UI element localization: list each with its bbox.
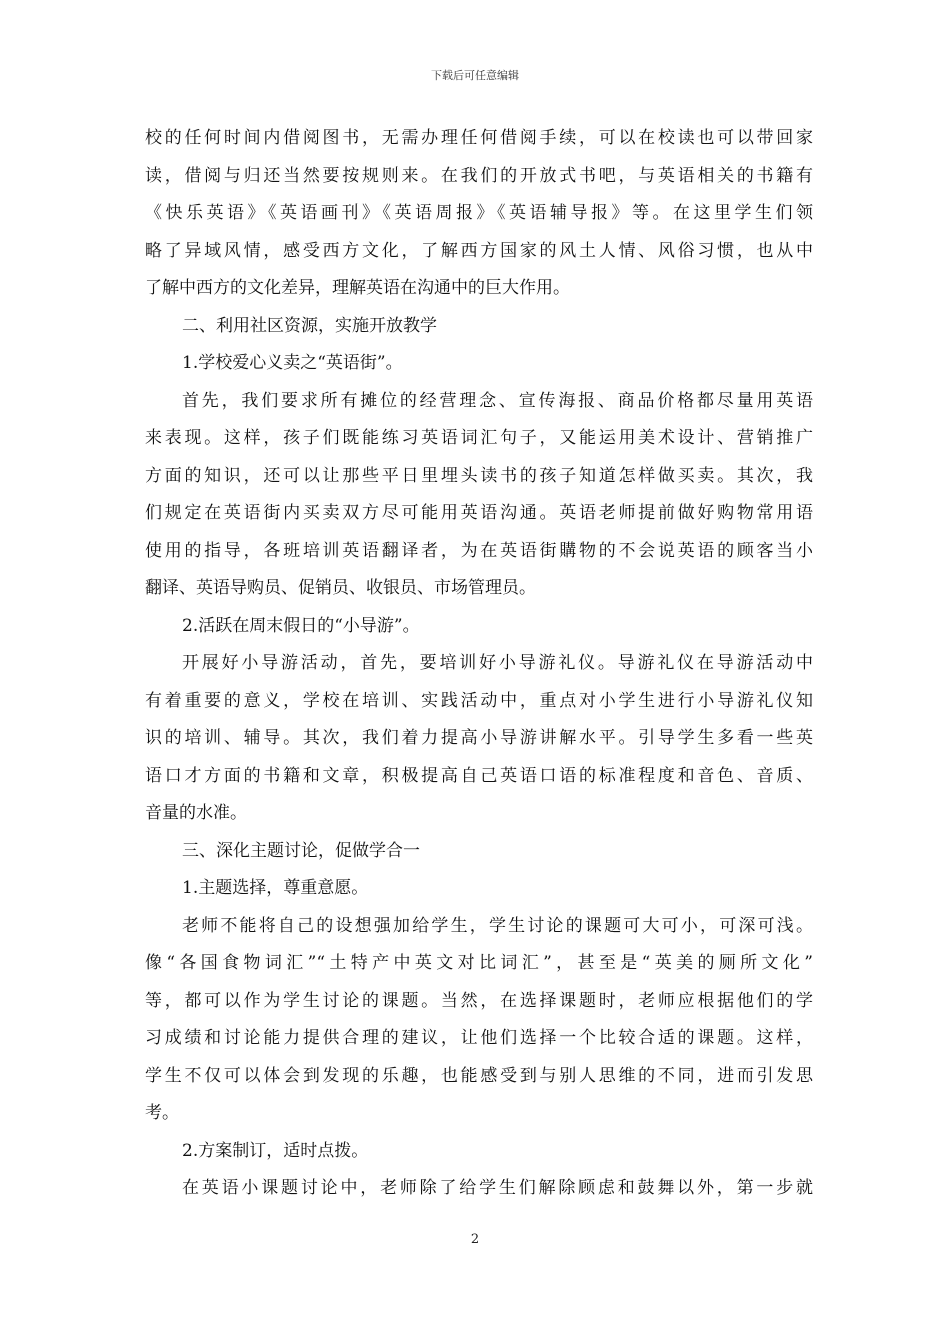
- text-line: 翻译、英语导购员、促销员、收银员、市场管理员。: [145, 578, 536, 598]
- subsection-heading: 2.活跃在周末假日的“小导游”。: [182, 615, 420, 636]
- text-line: 校的任何时间内借阅图书，无需办理任何借阅手续，可以在校读也可以带回家: [145, 128, 813, 148]
- text-line: 像“各国食物词汇”“土特产中英文对比词汇”，甚至是“英美的厕所文化”: [145, 953, 813, 973]
- text-line: 读，借阅与归还当然要按规则来。在我们的开放式书吧，与英语相关的书籍有: [145, 165, 813, 186]
- text-line: 语口才方面的书籍和文章，积极提高自己英语口语的标准程度和音色、音质、: [145, 765, 813, 786]
- subsection-heading: 1.学校爱心义卖之“英语街”。: [182, 353, 403, 373]
- page-number: 2: [470, 1232, 480, 1247]
- text-line: 老师不能将自己的设想强加给学生，学生讨论的课题可大可小，可深可浅。: [182, 915, 813, 936]
- page-header: 下载后可任意编辑: [431, 69, 519, 82]
- text-line: 略了异域风情，感受西方文化，了解西方国家的风土人情、风俗习惯，也从中: [145, 240, 813, 261]
- section-heading: 二、利用社区资源，实施开放教学: [182, 315, 437, 336]
- text-line: 等，都可以作为学生讨论的课题。当然，在选择课题时，老师应根据他们的学: [145, 990, 813, 1011]
- text-line: 在英语小课题讨论中，老师除了给学生们解除顾虑和鼓舞以外，第一步就: [182, 1178, 813, 1198]
- text-line: 《快乐英语》《英语画刊》《英语周报》《英语辅导报》等。在这里学生们领: [145, 203, 813, 223]
- text-line: 考。: [145, 1103, 179, 1123]
- text-line: 学生不仅可以体会到发现的乐趣，也能感受到与别人思维的不同，进而引发思: [145, 1065, 813, 1086]
- text-line: 们规定在英语街内买卖双方尽可能用英语沟通。英语老师提前做好购物常用语: [145, 503, 813, 523]
- text-line: 开展好小导游活动，首先，要培训好小导游礼仪。导游礼仪在导游活动中: [182, 653, 813, 673]
- text-line: 有着重要的意义，学校在培训、实践活动中，重点对小学生进行小导游礼仪知: [145, 690, 813, 711]
- subsection-heading: 1.主题选择，尊重意愿。: [182, 878, 369, 898]
- text-line: 来表现。这样，孩子们既能练习英语词汇句子，又能运用美术设计、营销推广: [145, 428, 813, 448]
- text-line: 了解中西方的文化差异，理解英语在沟通中的巨大作用。: [145, 278, 570, 298]
- subsection-heading: 2.方案制订，适时点拨。: [182, 1140, 369, 1161]
- text-line: 习成绩和讨论能力提供合理的建议，让他们选择一个比较合适的课题。这样，: [145, 1028, 813, 1048]
- document-body: [145, 120, 813, 1208]
- text-line: 方面的知识，还可以让那些平日里埋头读书的孩子知道怎样做买卖。其次，我: [145, 465, 813, 486]
- text-line: 识的培训、辅导。其次，我们着力提高小导游讲解水平。引导学生多看一些英: [145, 728, 813, 748]
- section-heading: 三、深化主题讨论，促做学合一: [182, 840, 420, 861]
- text-line: 首先，我们要求所有摊位的经营理念、宣传海报、商品价格都尽量用英语: [182, 390, 813, 411]
- text-line: 使用的指导，各班培训英语翻译者，为在英语街購物的不会说英语的顾客当小: [145, 540, 813, 561]
- text-line: 音量的水准。: [145, 803, 247, 823]
